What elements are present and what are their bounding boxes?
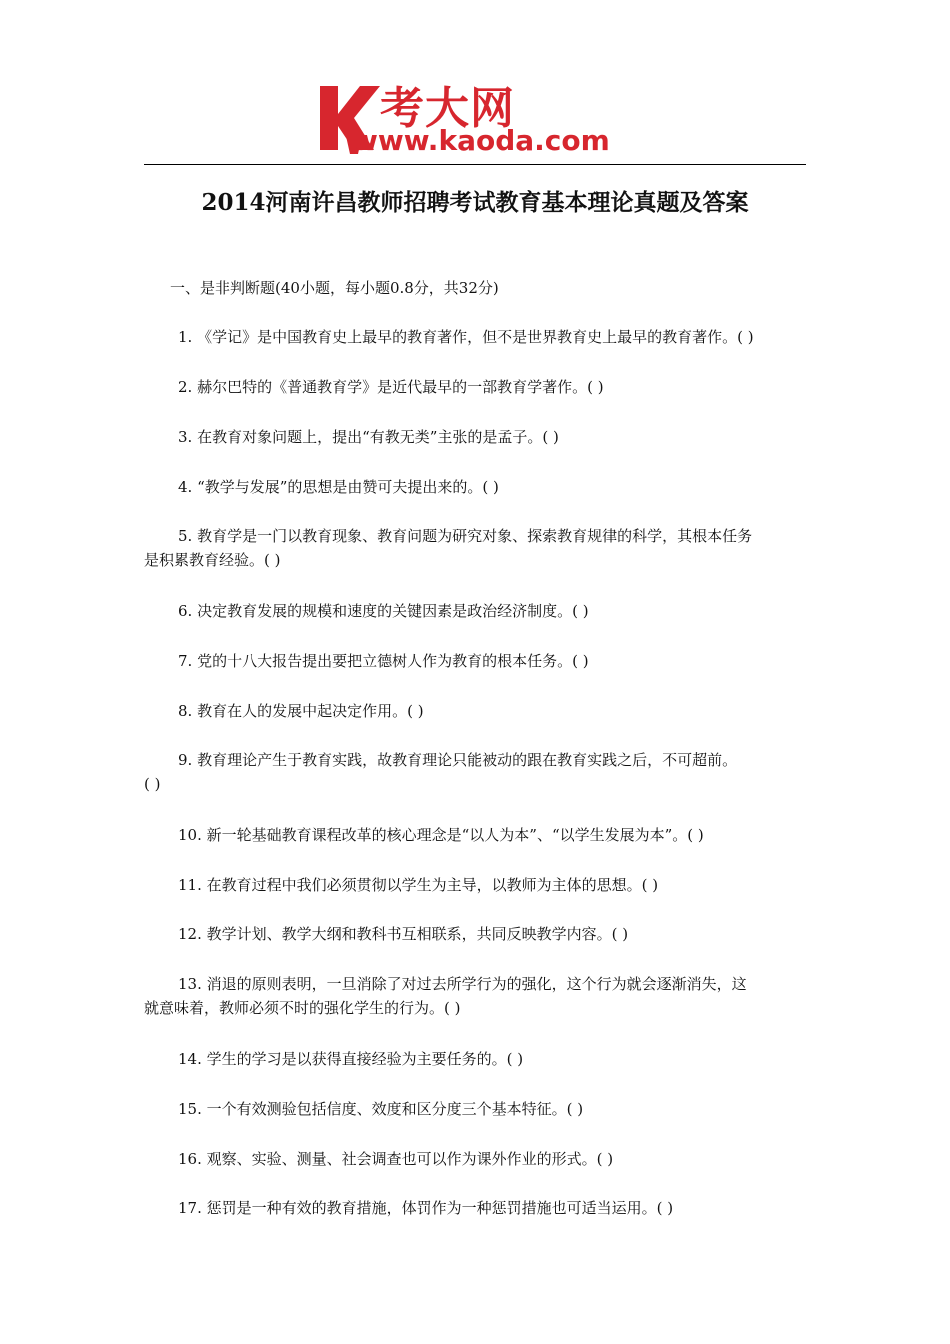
question-14: 14. 学生的学习是以获得直接经验为主要任务的。( ) [178,1050,524,1068]
page-title: 2014河南许昌教师招聘考试教育基本理论真题及答案 [201,189,749,216]
question-8: 8. 教育在人的发展中起决定作用。( ) [178,702,424,720]
section-heading: 一、是非判断题(40小题，每小题0.8分，共32分) [170,279,499,297]
question-11: 11. 在教育过程中我们必须贯彻以学生为主导，以教师为主体的思想。( ) [178,876,659,894]
question-9: 9. 教育理论产生于教育实践，故教育理论只能被动的跟在教育实践之后，不可超前。 ( ) [144,751,738,793]
question-3: 3. 在教育对象问题上，提出“有教无类”主张的是孟子。( ) [178,428,559,446]
logo-url-text: www.kaoda.com [352,124,610,157]
question-2: 2. 赫尔巴特的《普通教育学》是近代最早的一部教育学著作。( ) [178,378,604,396]
question-13: 13. 消退的原则表明，一旦消除了对过去所学行为的强化，这个行为就会逐渐消失，这 就意味着，教师必须不时的强化学生的行为。( ) [144,975,747,1017]
logo-chinese-text: 考大网 [380,83,515,134]
question-4: 4. “教学与发展”的思想是由赞可夫提出来的。( ) [178,478,499,496]
question-7: 7. 党的十八大报告提出要把立德树人作为教育的根本任务。( ) [178,652,589,670]
question-1: 1. 《学记》是中国教育史上最早的教育著作，但不是世界教育史上最早的教育著作。( ) [178,328,754,346]
question-10: 10. 新一轮基础教育课程改革的核心理念是“以人为本”、“以学生发展为本”。( ) [178,826,704,844]
question-5: 5. 教育学是一门以教育现象、教育问题为研究对象、探索教育规律的科学，其根本任务 是积累教育经验。( ) [144,527,753,569]
question-6: 6. 决定教育发展的规模和速度的关键因素是政治经济制度。( ) [178,602,589,620]
question-16: 16. 观察、实验、测量、社会调查也可以作为课外作业的形式。( ) [178,1150,614,1168]
question-17: 17. 惩罚是一种有效的教育措施，体罚作为一种惩罚措施也可适当运用。( ) [178,1199,674,1217]
question-12: 12. 教学计划、教学大纲和教科书互相联系，共同反映教学内容。( ) [178,925,629,943]
question-15: 15. 一个有效测验包括信度、效度和区分度三个基本特征。( ) [178,1100,584,1118]
site-logo[interactable] [316,80,646,162]
header-divider [144,164,806,165]
